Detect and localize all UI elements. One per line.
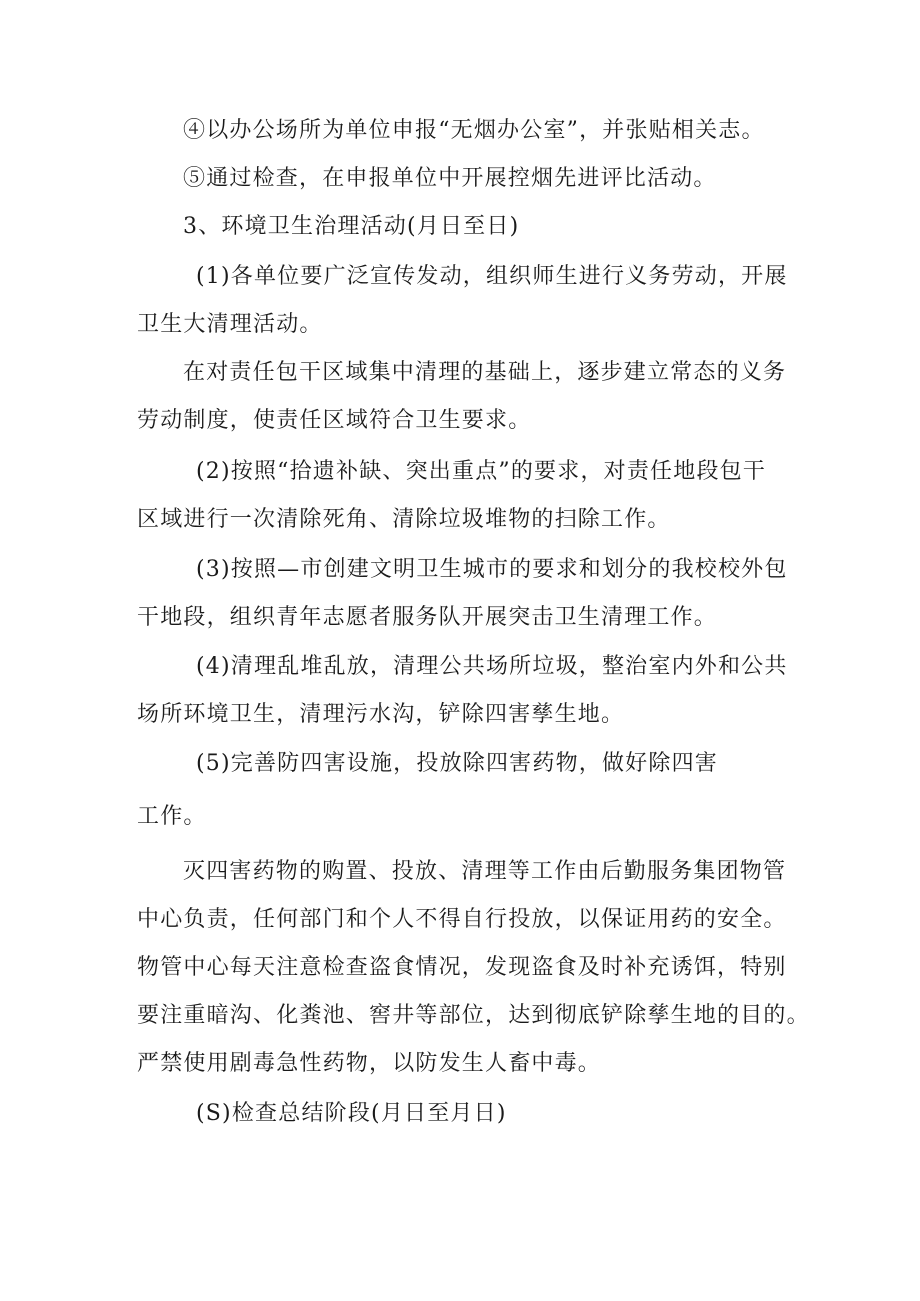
paragraph-line: 物管中心每天注意检查盗食情况，发现盗食及时补充诱饵，特别: [137, 955, 787, 980]
paragraph-line: ④以办公场所为单位申报“无烟办公室”，并张贴相关志。: [183, 118, 765, 143]
section-heading: (S)检查总结阶段(月日至月日): [196, 1101, 507, 1126]
paragraph-line: 在对责任包干区域集中清理的基础上，逐步建立常态的义务: [183, 360, 787, 385]
paragraph-line: ⑤通过检查，在申报单位中开展控烟先进评比活动。: [183, 166, 717, 191]
paragraph-line: (3)按照—市创建文明卫生城市的要求和划分的我校校外包: [196, 557, 788, 582]
paragraph-line: 区域进行一次清除死角、清除垃圾堆物的扫除工作。: [137, 507, 671, 532]
paragraph-line: 要注重暗沟、化粪池、窖井等部位，达到彻底铲除孳生地的目的。: [137, 1003, 810, 1028]
paragraph-line: (4)清理乱堆乱放，清理公共场所垃圾，整治室内外和公共: [196, 654, 788, 679]
paragraph-line: 中心负责，任何部门和个人不得自行投放，以保证用药的安全。: [137, 907, 787, 932]
paragraph-line: (5)完善防四害设施，投放除四害药物，做好除四害: [196, 751, 718, 776]
paragraph-line: 灭四害药物的购置、投放、清理等工作由后勤服务集团物管: [183, 859, 787, 884]
paragraph-line: 劳动制度，使责任区域符合卫生要求。: [137, 408, 532, 433]
section-heading: 3、环境卫生治理活动(月日至日): [183, 214, 520, 239]
paragraph-line: 卫生大清理活动。: [137, 312, 323, 337]
paragraph-line: (1)各单位要广泛宣传发动，组织师生进行义务劳动，开展: [196, 264, 788, 289]
paragraph-line: 工作。: [137, 804, 207, 829]
paragraph-line: 干地段，组织青年志愿者服务队开展突击卫生清理工作。: [137, 605, 718, 630]
paragraph-line: 严禁使用剧毒急性药物，以防发生人畜中毒。: [137, 1051, 602, 1076]
paragraph-line: (2)按照“拾遗补缺、突出重点”的要求，对责任地段包干: [196, 459, 767, 484]
paragraph-line: 场所环境卫生，清理污水沟，铲除四害孳生地。: [137, 702, 625, 727]
